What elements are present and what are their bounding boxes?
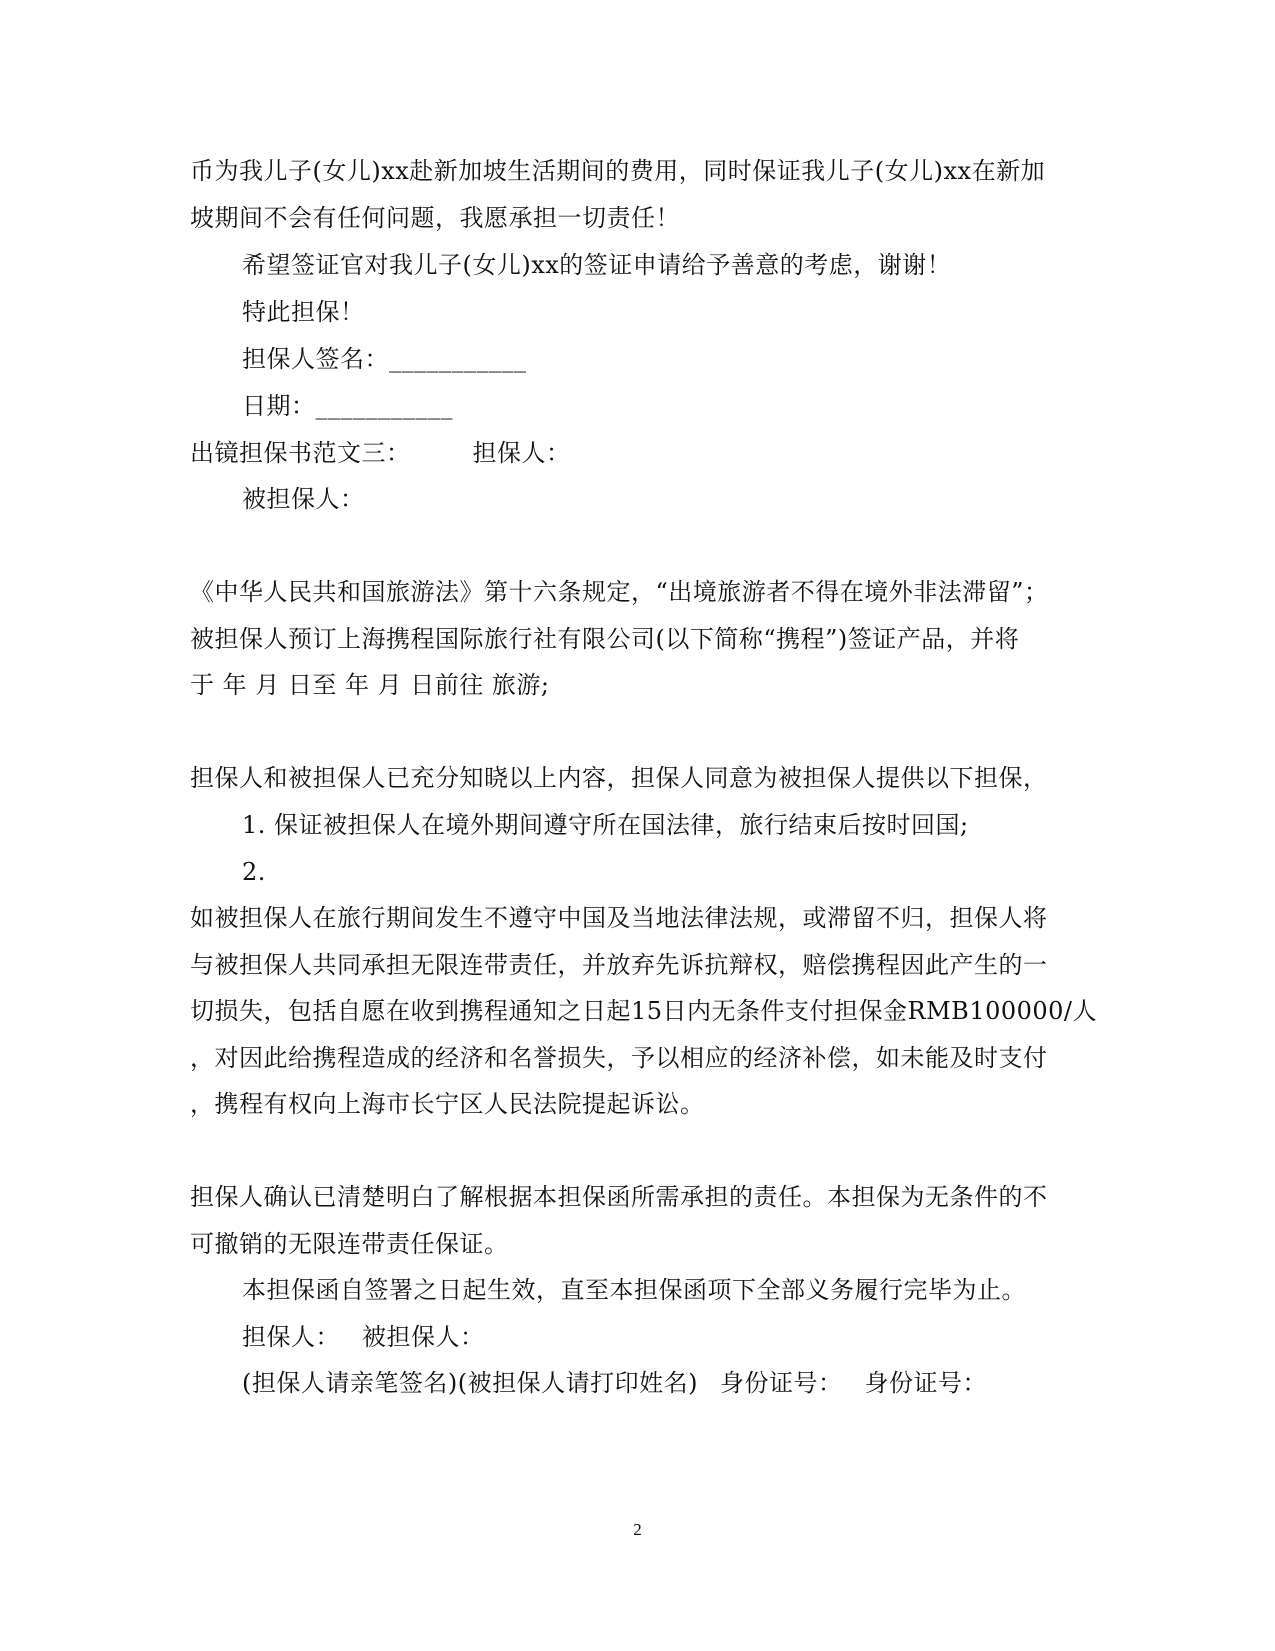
paragraph-line: 切损失，包括自愿在收到携程通知之日起15日内无条件支付担保金RMB100000/人	[190, 997, 1098, 1025]
paragraph-line: ，对因此给携程造成的经济和名誉损失，予以相应的经济补偿，如未能及时支付	[190, 1044, 1048, 1072]
guarantor-id-label: 身份证号：	[719, 1369, 843, 1397]
guarantor-label: 担保人：	[242, 1323, 340, 1351]
list-item-1: 1. 保证被担保人在境外期间遵守所在国法律，旅行结束后按时回国;	[242, 811, 969, 839]
section-heading: 出镜担保书范文三：	[190, 439, 411, 467]
guaranteed-party-id-label: 身份证号：	[864, 1369, 987, 1397]
date-line: 日期：___________	[242, 392, 453, 420]
paragraph-line: ，携程有权向上海市长宁区人民法院提起诉讼。	[190, 1090, 705, 1118]
signature-labels-row	[242, 1321, 485, 1353]
paragraph-line: 被担保人预订上海携程国际旅行社有限公司(以下简称“携程”)签证产品，并将	[190, 625, 1020, 653]
guarantor-label: 担保人：	[472, 439, 571, 467]
paragraph-line: 担保人确认已清楚明白了解根据本担保函所需承担的责任。本担保为无条件的不	[190, 1183, 1048, 1211]
list-item-2: 2.	[242, 858, 266, 886]
guaranteed-party-label: 被担保人：	[242, 485, 365, 513]
paragraph-line: 可撤销的无限连带责任保证。	[190, 1230, 509, 1258]
paragraph-line: 与被担保人共同承担无限连带责任，并放弃先诉抗辩权，赔偿携程因此产生的一	[190, 951, 1048, 979]
guaranteed-party-label: 被担保人：	[362, 1323, 485, 1351]
paragraph-line: 担保人和被担保人已充分知晓以上内容，担保人同意为被担保人提供以下担保，	[190, 764, 1048, 792]
paragraph-line: 坡期间不会有任何问题，我愿承担一切责任！	[190, 204, 680, 232]
signature-line: 担保人签名：___________	[242, 345, 527, 373]
paragraph-line: 希望签证官对我儿子(女儿)xx的签证申请给予善意的考虑，谢谢！	[242, 251, 952, 279]
paragraph-line: 如被担保人在旅行期间发生不遵守中国及当地法律法规，或滞留不归，担保人将	[190, 904, 1048, 932]
closing-line: 特此担保！	[242, 298, 365, 326]
page-number: 2	[633, 1520, 642, 1539]
paragraph-line: 《中华人民共和国旅游法》第十六条规定，“出境旅游者不得在境外非法滞留”；	[190, 578, 1049, 606]
signature-instructions: (担保人请亲笔签名)(被担保人请打印姓名)	[242, 1369, 698, 1397]
paragraph-line: 本担保函自签署之日起生效，直至本担保函项下全部义务履行完毕为止。	[242, 1276, 1026, 1304]
paragraph-line: 于 年 月 日至 年 月 日前往 旅游;	[190, 671, 550, 699]
section-heading-row	[190, 437, 571, 469]
paragraph-line: 币为我儿子(女儿)xx赴新加坡生活期间的费用，同时保证我儿子(女儿)xx在新加	[190, 157, 1046, 185]
signature-instructions-row	[242, 1367, 987, 1399]
